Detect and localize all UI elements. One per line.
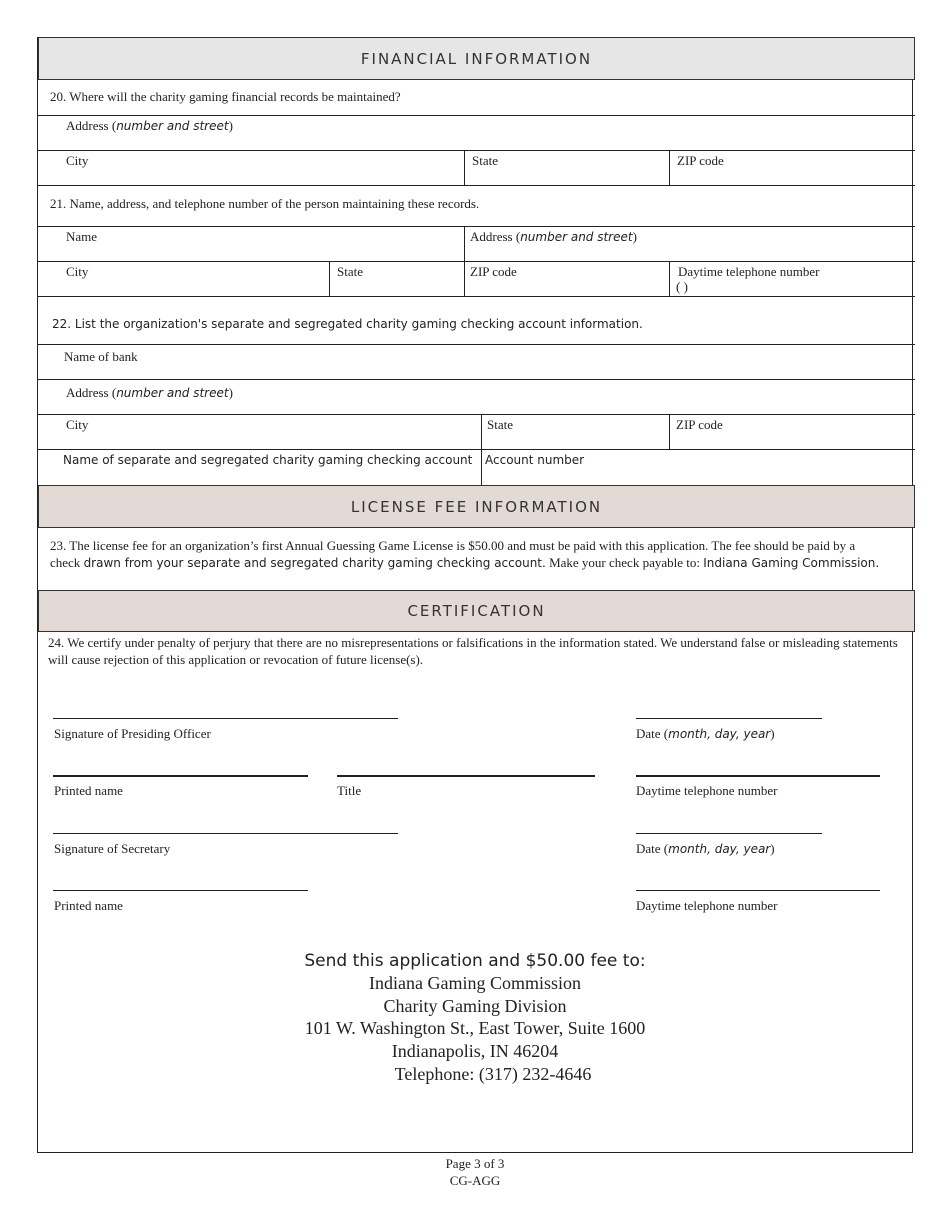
license-fee-header: LICENSE FEE INFORMATION <box>38 485 915 528</box>
secretary-date-line[interactable] <box>636 833 822 834</box>
presiding-phone-line[interactable] <box>636 775 880 777</box>
presiding-title-line[interactable] <box>337 775 595 777</box>
q22-address-label: Address (number and street) <box>66 385 233 400</box>
q21-address-label: Address (number and street) <box>470 229 637 244</box>
secretary-signature-line[interactable] <box>53 833 398 834</box>
q22-city-label: City <box>66 417 89 432</box>
q21-phone-area-code: ( ) <box>676 279 688 294</box>
q21-phone-label: Daytime telephone number <box>678 264 820 279</box>
q20-address-label: Address (number and street) <box>66 118 233 133</box>
presiding-title-label: Title <box>337 783 362 798</box>
q22-state-label: State <box>487 417 513 432</box>
q20-text: 20. Where will the charity gaming financial records be maintained? <box>50 89 401 104</box>
presiding-date-label: Date (month, day, year) <box>636 726 775 741</box>
mailing-line-2: Charity Gaming Division <box>383 996 567 1016</box>
q21-name-label: Name <box>66 229 98 244</box>
secretary-date-label: Date (month, day, year) <box>636 841 775 856</box>
mailing-heading: Send this application and $50.00 fee to: <box>304 951 646 971</box>
q21-state-label: State <box>337 264 363 279</box>
q21-city-label: City <box>66 264 89 279</box>
q22-account-name-label: Name of separate and segregated charity gaming checking account <box>63 453 473 467</box>
q22-zip-label: ZIP code <box>676 417 723 432</box>
q21-text: 21. Name, address, and telephone number of the person maintaining these records. <box>50 196 480 211</box>
q20-state-label: State <box>472 153 498 168</box>
q23-text: 23. The license fee for an organization’s first Annual Guessing Game License is $50.00 and must be paid with this application. The fee should be paid by a check drawn from your separate and segregated charity gaming checking account. Make your check payable to: Indiana Gaming Commission. <box>50 538 880 570</box>
presiding-signature-label: Signature of Presiding Officer <box>54 726 211 741</box>
mailing-line-5: Telephone: (317) 232-4646 <box>394 1064 592 1084</box>
secretary-printed-name-label: Printed name <box>54 898 123 913</box>
form-code: CG-AGG <box>449 1173 501 1188</box>
secretary-phone-label: Daytime telephone number <box>636 898 778 913</box>
presiding-printed-name-label: Printed name <box>54 783 123 798</box>
q22-account-number-label: Account number <box>485 453 585 467</box>
presiding-phone-label: Daytime telephone number <box>636 783 778 798</box>
presiding-signature-line[interactable] <box>53 718 398 719</box>
financial-information-header: FINANCIAL INFORMATION <box>38 37 915 80</box>
q20-zip-label: ZIP code <box>677 153 724 168</box>
secretary-printed-name-line[interactable] <box>53 890 308 891</box>
presiding-printed-name-line[interactable] <box>53 775 308 777</box>
q20-city-label: City <box>66 153 89 168</box>
mailing-line-3: 101 W. Washington St., East Tower, Suite 1600 <box>304 1018 646 1038</box>
q24-text: 24. We certify under penalty of perjury that there are no misrepresentations or falsifications in the information stated. We understand false or misleading statements will cause rejection of this application or revocation of future license(s). <box>48 635 898 667</box>
mailing-line-4: Indianapolis, IN 46204 <box>391 1041 559 1061</box>
presiding-date-line[interactable] <box>636 718 822 719</box>
q21-zip-label: ZIP code <box>470 264 517 279</box>
mailing-line-1: Indiana Gaming Commission <box>369 973 581 993</box>
secretary-phone-line[interactable] <box>636 890 880 891</box>
q22-bank-label: Name of bank <box>64 349 138 364</box>
q22-text: 22. List the organization's separate and segregated charity gaming checking account information. <box>52 317 643 331</box>
page-number: Page 3 of 3 <box>445 1156 505 1171</box>
certification-header: CERTIFICATION <box>38 590 915 632</box>
secretary-signature-label: Signature of Secretary <box>54 841 171 856</box>
